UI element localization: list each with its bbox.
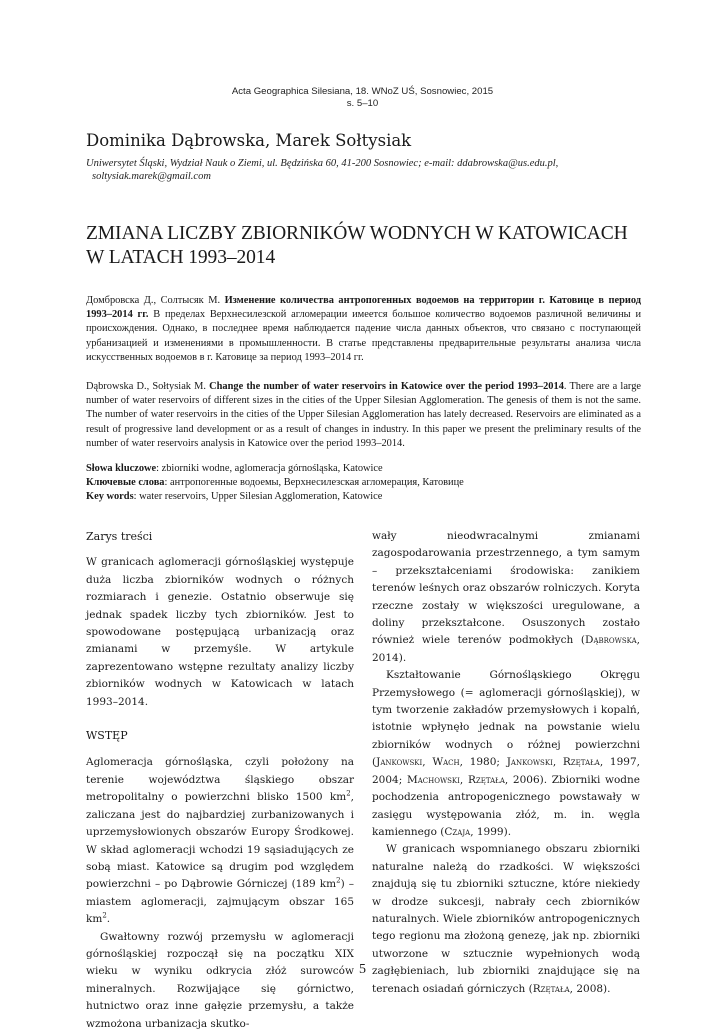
intro-paragraph-2: Gwałtowny rozwój przemysłu w aglomeracji górnośląskiej rozpoczął się na początku XIX wieku w wyniku odkrycia złóż surowców mineralnych. Rozwijające się górnictwo, hutnictwo oraz inne gałęzie przemysłu, a także wzmożona urbanizacja skutko- bbox=[86, 930, 354, 1030]
contents-heading: Zarys treści bbox=[86, 530, 153, 543]
intro-paragraph-1 bbox=[86, 754, 354, 928]
citation-author: Machowski, Rzętała bbox=[406, 773, 505, 786]
right-p2-part: , 2006). Zbiorniki wodne pochodzenia antropogenicznego powstawały w zasięgu występowania złóż, m. in. węgla kamiennego ( bbox=[372, 773, 640, 838]
intro-p1-part-c: ) – miastem aglomeracji, zajmującym obszar 165 km bbox=[86, 878, 354, 926]
abstract-en-authors: Dąbrowska D., Sołtysiak M. bbox=[86, 381, 210, 392]
affiliation bbox=[86, 157, 646, 183]
keywords-en-text: : water reservoirs, Upper Silesian Agglomeration, Katowice bbox=[133, 491, 383, 502]
citation-author: Dąbrowska bbox=[585, 634, 637, 647]
citation-author: Jankowski, Rzętała bbox=[506, 756, 600, 769]
keywords-ru-text: : антропогенные водоемы, Верхнесилезская агломерация, Катовице bbox=[164, 477, 464, 488]
right-p1-end: , 2014). bbox=[372, 634, 640, 664]
citation-author: Czaja bbox=[444, 825, 471, 838]
keywords-pl-text: : zbiorniki wodne, aglomeracja górnośląska, Katowice bbox=[156, 463, 383, 474]
keywords-english bbox=[86, 490, 646, 504]
abstract-russian bbox=[86, 294, 641, 365]
superscript: 2 bbox=[336, 876, 341, 885]
journal-header bbox=[0, 86, 725, 110]
keywords-ru-label: Ключевые слова bbox=[86, 477, 165, 488]
right-p3-text: W granicach wspomnianego obszaru zbiorniki naturalne należą do rzadkości. W większości znajdują się tu zbiorniki sztuczne, które niekiedy w drodze sukcesji, nabrały cech zbiorników naturalnych. Wiele zbiorników antropogenicznych tego regionu ma złożoną genezę, jak np. zbiorniki utworzone w sztucznie wypełnionych wodą zagłębieniach, lub zbiorniki znajdujące się na terenach osiadań górniczych ( bbox=[372, 843, 640, 995]
right-p2-part: , 1997, 2004; bbox=[372, 756, 640, 786]
article-title-line-2: W LATACH 1993–2014 bbox=[86, 247, 276, 268]
right-p1-text: wały nieodwracalnymi zmianami zagospodarowania przestrzennego, a tym samym – przekształceniami środowiska: zanikiem terenów leśnych oraz obszarów rolniczych. Koryta rzeczne zostały w większości uregulowane, a doliny przekształcone. Osuszonych zostało również wiele terenów podmokłych ( bbox=[372, 530, 640, 647]
keywords-pl-label: Słowa kluczowe bbox=[86, 463, 157, 474]
article-title-line-1: ZMIANA LICZBY ZBIORNIKÓW WODNYCH W KATOWICACH bbox=[86, 223, 628, 244]
superscript: 2 bbox=[102, 911, 107, 920]
right-column bbox=[372, 528, 640, 998]
contents-summary: W granicach aglomeracji górnośląskiej występuje duża liczba zbiorników wodnych o różnych rozmiarach i genezie. Ostatnio obserwuje się jednak spadek liczby tych zbiorników. Jest to spowodowane postępującą urbanizacją oraz zmianami w przemyśle. W artykule zaprezentowano wstępne rezultaty analizy liczby zbiorników wodnych w Katowicach w latach 1993–2014. bbox=[86, 556, 354, 708]
right-paragraph-2 bbox=[372, 667, 640, 841]
abstract-ru-title: Изменение количества антропогенных водоемов на территории г. Катовице в период 1993–2014 гг. bbox=[86, 295, 641, 321]
keywords-polish bbox=[86, 462, 646, 476]
right-p3-end: , 2008). bbox=[569, 982, 611, 995]
keywords-en-label: Key words bbox=[86, 491, 134, 502]
intro-p1-part-d: . bbox=[106, 913, 111, 926]
superscript: 2 bbox=[346, 789, 351, 798]
journal-citation: Acta Geographica Silesiana, 18. WNoZ UŚ, Sosnowiec, 2015 bbox=[231, 86, 494, 97]
left-column bbox=[86, 528, 354, 1033]
abstract-english bbox=[86, 380, 641, 451]
abstract-ru-authors: Домбровска Д., Солтысяк М. bbox=[86, 295, 225, 306]
article-title bbox=[86, 222, 646, 270]
page-number: 5 bbox=[359, 962, 366, 977]
journal-pages: s. 5–10 bbox=[346, 98, 379, 109]
abstract-en-text: . There are a large number of water reservoirs of different sizes in the cities of the Upper Silesian Agglomeration. The genesis of them is not the same. The number of water reservoirs in the cities of the Upper Silesian Agglomeration has lately decreased. Reservoirs are eliminated as a result of progressive land development or as a result of changes in industry. In this paper we present the preliminary results of the number of water reservoirs analysis in Katowice over the period 1993–2014. bbox=[86, 381, 642, 449]
right-paragraph-1 bbox=[372, 528, 640, 667]
affiliation-email: soltysiak.marek@gmail.com bbox=[92, 171, 211, 182]
abstract-en-title: Change the number of water reservoirs in Katowice over the period 1993–2014 bbox=[209, 381, 564, 392]
authors: Dominika Dąbrowska, Marek Sołtysiak bbox=[86, 131, 412, 150]
citation-author: Jankowski, Wach bbox=[376, 756, 460, 769]
intro-p1-part-b: , zaliczana jest do najbardziej zurbanizowanych i uprzemysłowionych obszarów Europy Środkowej. W skład aglomeracji wchodzi 19 sąsiadujących ze sobą miast. Katowice są drugim pod względem powierzchni – po Dąbrowie Górniczej (189 km bbox=[86, 791, 354, 891]
right-p2-part: , 1980; bbox=[459, 756, 507, 769]
intro-p1-part-a: Aglomeracja górnośląska, czyli położony na terenie województwa śląskiego obszar metropolitalny o powierzchni blisko 1500 km bbox=[86, 756, 354, 804]
abstract-ru-text: В пределах Верхнесилезской агломерации имеется большое количество водоемов различной величины и происхождения. Однако, в последнее время наблюдается падение числа данных объектов, что связано с поступающей урбанизацией и изменениями в промышленности. В статье представлены предварительные результаты анализа числа искусственных водоемов в г. Катовице за период 1993–2014 гг. bbox=[86, 309, 641, 363]
introduction-heading: WSTĘP bbox=[86, 729, 128, 743]
keywords-russian bbox=[86, 476, 646, 490]
citation-author: Rzętała bbox=[532, 982, 570, 995]
right-p2-end: , 1999). bbox=[470, 825, 512, 838]
right-p2-text: Kształtowanie Górnośląskiego Okręgu Przemysłowego (= aglomeracji górnośląskiej), w tym tworzenie zakładów przemysłowych i kopalń, istotnie wpłynęło jednak na powstanie wielu zbiorników wodnych o różnej powierzchni ( bbox=[372, 669, 640, 769]
affiliation-line-1: Uniwersytet Śląski, Wydział Nauk o Ziemi, ul. Będzińska 60, 41-200 Sosnowiec; e-mail: ddabrowska@us.edu.pl, bbox=[86, 158, 559, 169]
